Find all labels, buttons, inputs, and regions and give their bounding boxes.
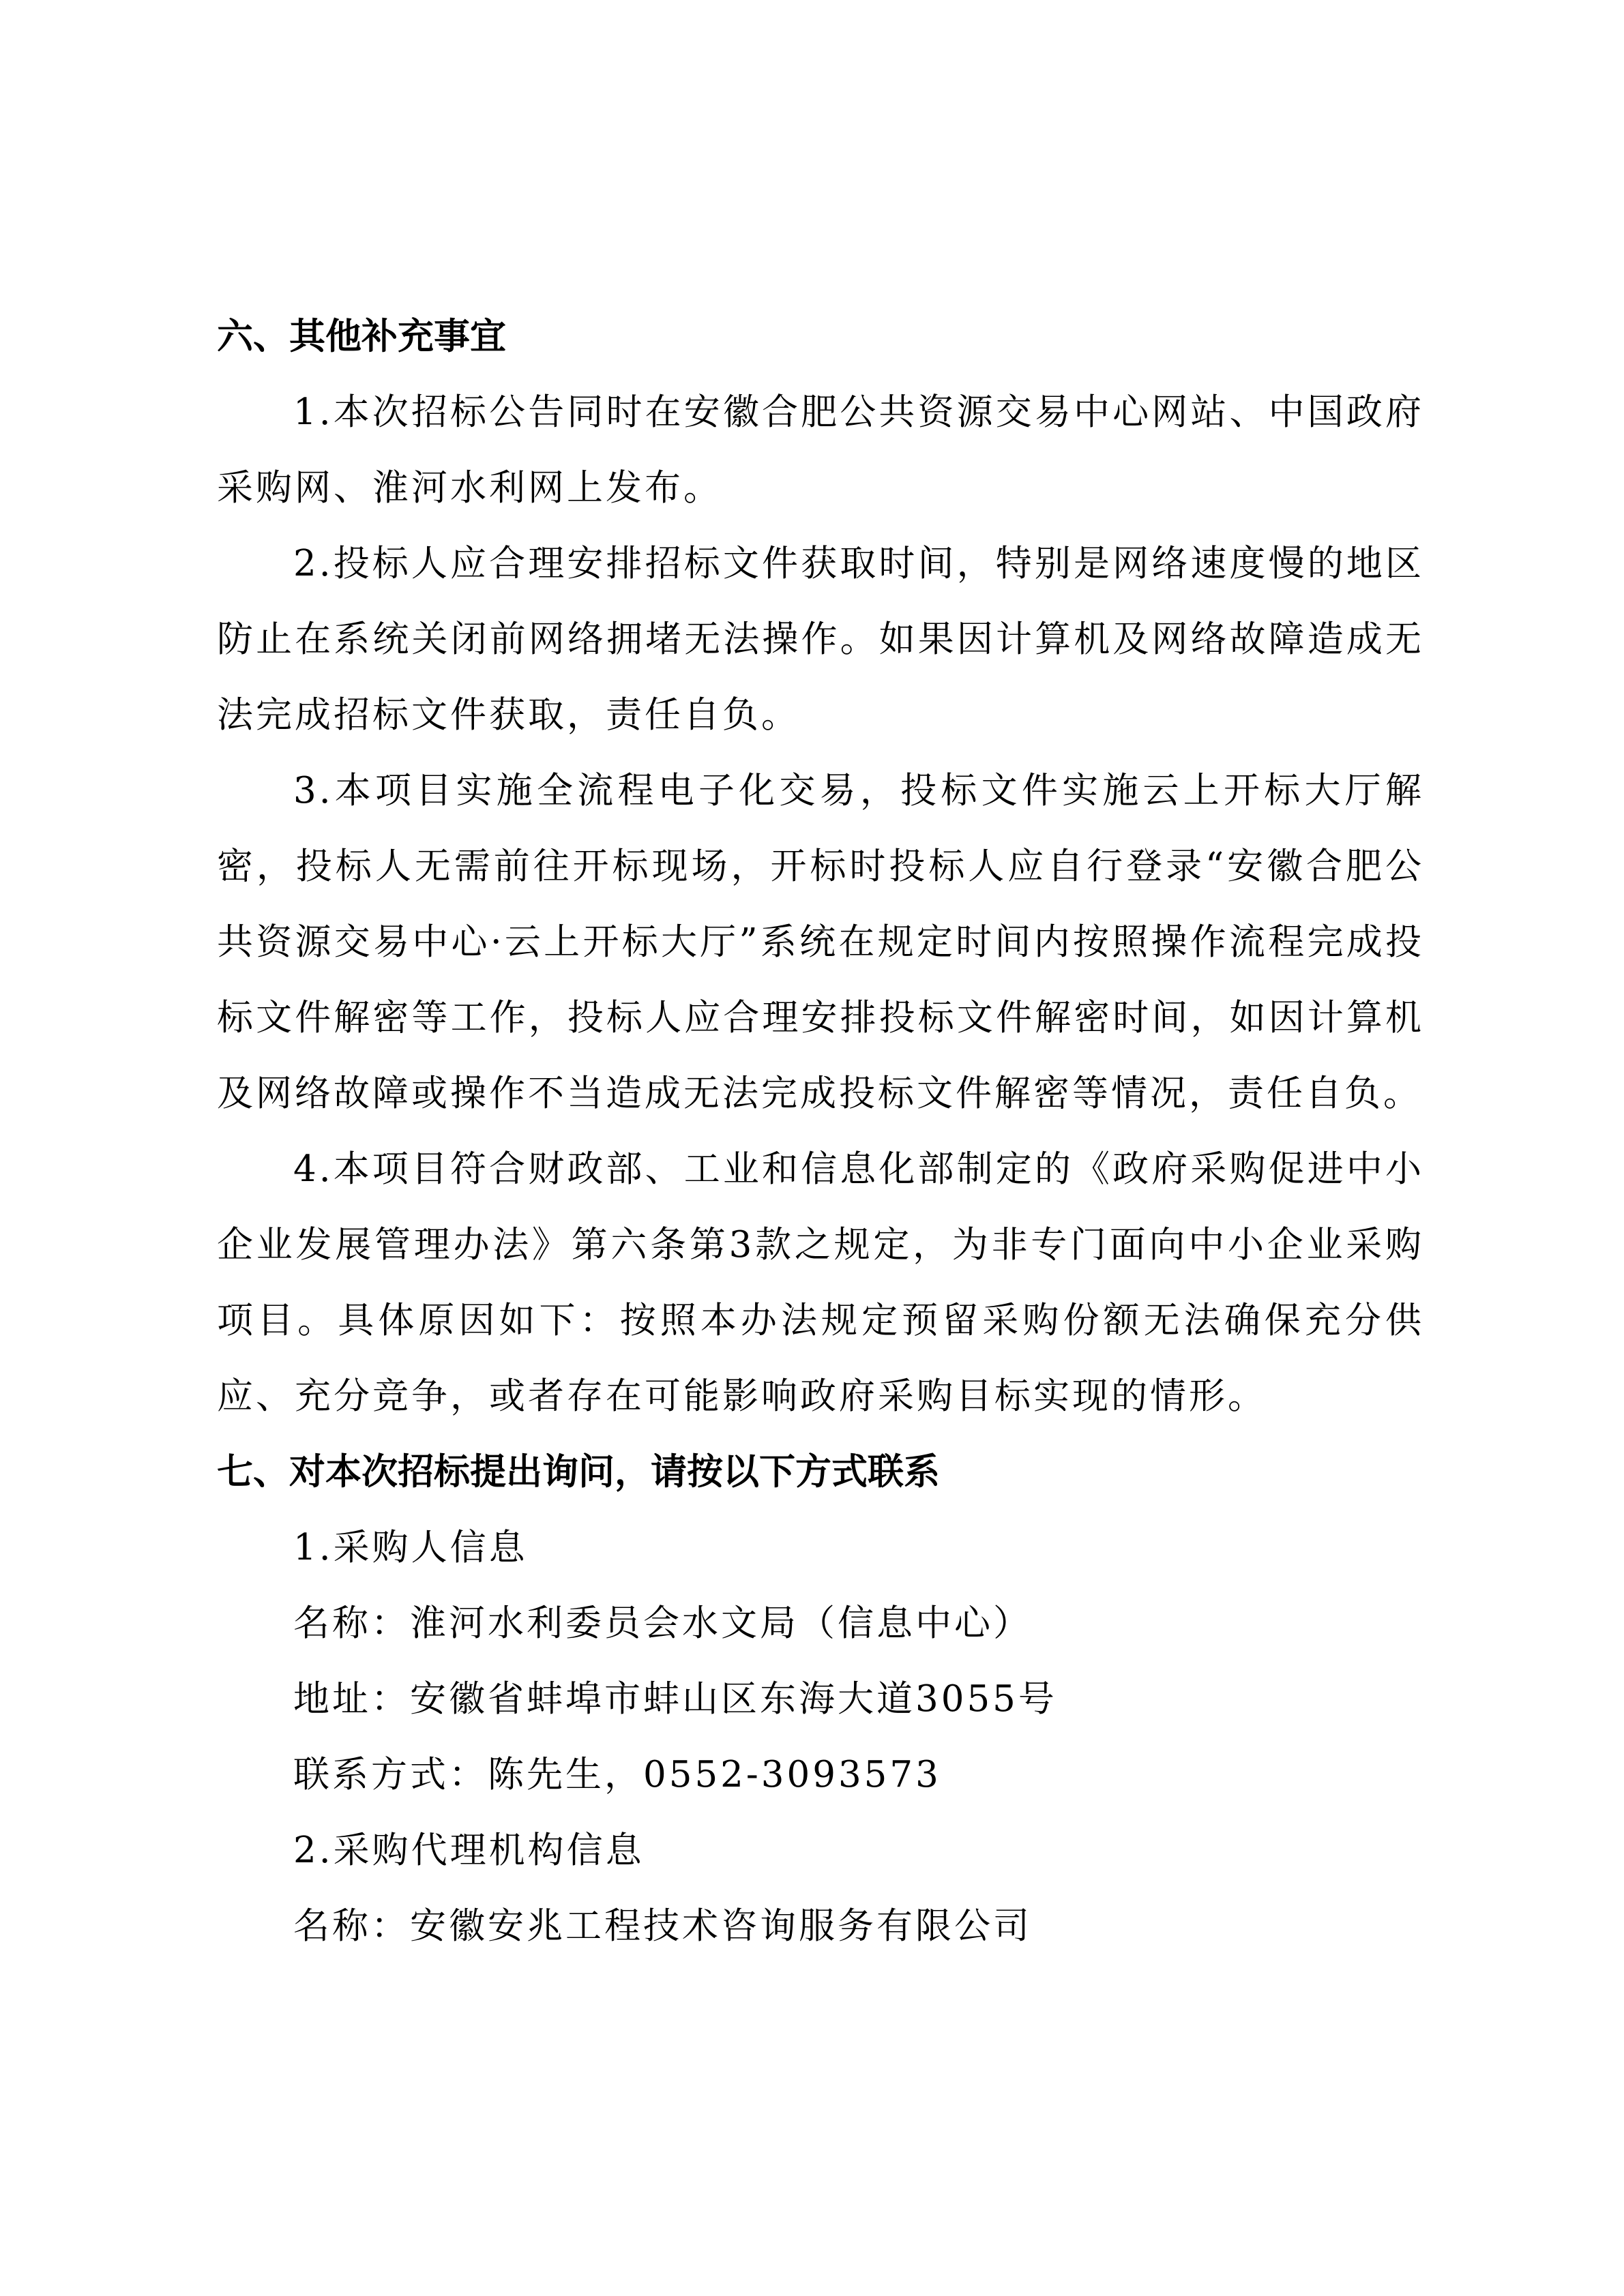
section-6-item-2: 2.投标人应合理安排招标文件获取时间，特别是网络速度慢的地区防止在系统关闭前网络拥堵无法操作。如果因计算机及网络故障造成无法完成招标文件获取，责任自负。 — [217, 543, 1424, 736]
section-6-heading: 六、其他补充事宜 — [217, 316, 506, 357]
section-6-item-3: 3.本项目实施全流程电子化交易，投标文件实施云上开标大厅解密，投标人无需前往开标现场，开标时投标人应自行登录“安徽合肥公共资源交易中心·云上开标大厅”系统在规定时间内按照操作流程完成投标文件解密等工作，投标人应合理安排投标文件解密时间，如因计算机及网络故障或操作不当造成无法完成投标文件解密等情况，责任自负。 — [217, 770, 1424, 1114]
purchaser-contact: 联系方式：陈先生，0552-3093573 — [293, 1754, 941, 1795]
purchaser-address: 地址：安徽省蚌埠市蚌山区东海大道3055号 — [293, 1678, 1057, 1720]
document-body — [217, 299, 1424, 1964]
section-6-item-1: 1.本次招标公告同时在安徽合肥公共资源交易中心网站、中国政府采购网、淮河水利网上发布。 — [217, 391, 1424, 509]
agency-info-title: 2.采购代理机构信息 — [293, 1830, 645, 1871]
agency-name: 名称：安徽安兆工程技术咨询服务有限公司 — [293, 1905, 1032, 1947]
purchaser-name: 名称：淮河水利委员会水文局（信息中心） — [293, 1602, 1032, 1644]
purchaser-info-title: 1.采购人信息 — [293, 1527, 528, 1568]
section-6-item-4: 4.本项目符合财政部、工业和信息化部制定的《政府采购促进中小企业发展管理办法》第六条第3款之规定，为非专门面向中小企业采购项目。具体原因如下：按照本办法规定预留采购份额无法确保充分供应、充分竞争，或者存在可能影响政府采购目标实现的情形。 — [217, 1148, 1424, 1417]
section-7-heading: 七、对本次招标提出询问，请按以下方式联系 — [217, 1451, 940, 1493]
